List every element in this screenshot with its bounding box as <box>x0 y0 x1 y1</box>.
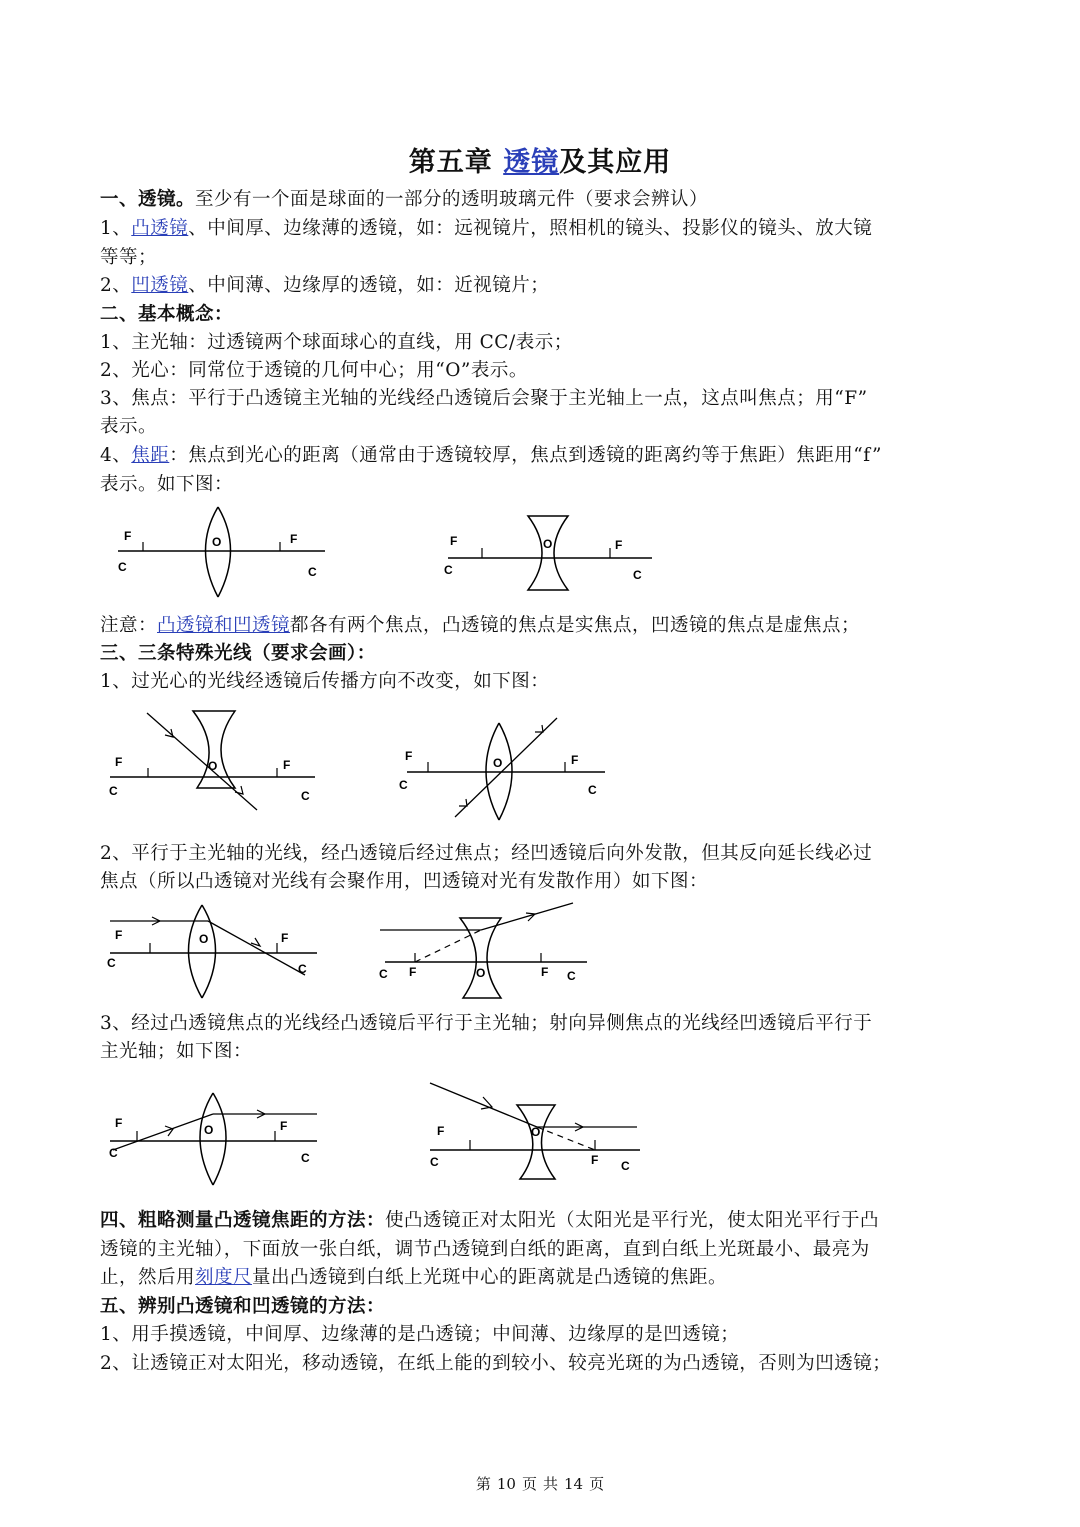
footer-page-number: 10 <box>496 1475 516 1493</box>
figure-convex-basic <box>110 502 340 602</box>
link-ruler[interactable]: 刻度尺 <box>195 1267 253 1288</box>
label-c-right: C <box>621 1159 630 1173</box>
section-3-heading: 三、三条特殊光线（要求会画）： <box>100 643 376 664</box>
footer-text: 页 <box>521 1475 537 1493</box>
footer-text: 页 <box>589 1475 605 1493</box>
figure-concave-focal-ray <box>425 1078 645 1183</box>
figure-convex-center-ray <box>395 715 610 825</box>
label-f-right: F <box>281 931 289 945</box>
label-f-right: F <box>615 538 623 552</box>
item-5-1: 1、用手摸透镜，中间厚、边缘薄的是凸透镜；中间薄、边缘厚的是凹透镜； <box>100 1324 740 1345</box>
label-f-left: F <box>405 749 413 763</box>
item-1-1-cont: 等等； <box>100 247 158 268</box>
section-2-heading: 二、基本概念： <box>100 304 234 325</box>
section-1 <box>100 186 984 214</box>
label-c-right: C <box>298 962 307 976</box>
figure-convex-parallel-ray <box>105 903 320 1003</box>
item-3-1: 1、过光心的光线经透镜后传播方向不改变，如下图： <box>100 671 550 692</box>
label-o: O <box>476 966 486 980</box>
item-5-2: 2、让透镜正对太阳光，移动透镜，在纸上能的到较小、较亮光斑的为凸透镜，否则为凹透镜； <box>100 1353 892 1374</box>
label-c-left: C <box>444 563 453 577</box>
label-f-left: F <box>437 1124 445 1138</box>
note-prefix: 注意： <box>100 615 158 636</box>
footer-text: 第 <box>475 1475 491 1493</box>
footer-text: 共 <box>543 1475 559 1493</box>
label-c-right: C <box>567 969 576 983</box>
label-c-left: C <box>379 967 388 981</box>
footer-total-pages: 14 <box>564 1475 584 1493</box>
label-c-right: C <box>308 565 317 579</box>
label-o: O <box>543 537 553 551</box>
label-f-left: F <box>450 534 458 548</box>
item-prefix: 1、 <box>100 218 132 239</box>
section-4-heading: 四、粗略测量凸透镜焦距的方法： <box>100 1210 386 1231</box>
label-c-right: C <box>633 568 642 582</box>
item-3-2-cont: 焦点（所以凸透镜对光线有会聚作用，凹透镜对光有发散作用）如下图： <box>100 871 709 892</box>
item-text: 、中间薄、边缘厚的透镜，如：近视镜片； <box>188 275 550 296</box>
label-o: O <box>199 932 209 946</box>
label-c-left: C <box>109 784 118 798</box>
label-f-left: F <box>409 965 417 979</box>
note-text: 都各有两个焦点，凸透镜的焦点是实焦点，凹透镜的焦点是虚焦点； <box>290 615 861 636</box>
link-convex-and-concave[interactable]: 凸透镜和凹透镜 <box>157 615 291 636</box>
label-f-right: F <box>290 532 298 546</box>
section-1-text: 至少有一个面是球面的一部分的透明玻璃元件（要求会辨认） <box>195 189 709 210</box>
item-prefix: 2、 <box>100 275 132 296</box>
item-prefix: 4、 <box>100 445 132 466</box>
figure-concave-center-ray <box>105 708 320 818</box>
title-prefix: 第五章 <box>408 147 504 178</box>
label-o: O <box>208 759 218 773</box>
link-convex-lens[interactable]: 凸透镜 <box>131 218 189 239</box>
label-c-left: C <box>399 778 408 792</box>
label-c-right: C <box>588 783 597 797</box>
label-o: O <box>212 535 222 549</box>
item-text: 、中间厚、边缘薄的透镜，如：远视镜片，照相机的镜头、投影仪的镜头、放大镜 <box>188 218 873 239</box>
page-footer <box>0 1473 1080 1494</box>
item-2-4 <box>100 442 984 470</box>
label-f-right: F <box>280 1119 288 1133</box>
item-2-2: 2、光心：同常位于透镜的几何中心；用“O”表示。 <box>100 360 528 381</box>
label-f-right: F <box>541 965 549 979</box>
figure-convex-focal-ray <box>105 1090 320 1190</box>
item-1-2 <box>100 272 984 300</box>
label-o: O <box>493 756 503 770</box>
link-focal-length[interactable]: 焦距 <box>131 445 170 466</box>
label-f-left: F <box>115 755 123 769</box>
section-4-cont-1: 透镜的主光轴），下面放一张白纸，调节凸透镜到白纸的距离，直到白纸上光斑最小、最亮为 <box>100 1239 870 1260</box>
item-text: ：焦点到光心的距离（通常由于透镜较厚，焦点到透镜的距离约等于焦距）焦距用“f” <box>169 445 882 466</box>
label-f-right: F <box>591 1153 599 1167</box>
item-1-1 <box>100 215 984 243</box>
label-c-left: C <box>118 560 127 574</box>
title-suffix: 及其应用 <box>559 147 672 178</box>
item-2-4-cont: 表示。如下图： <box>100 474 234 495</box>
label-f-right: F <box>571 753 579 767</box>
section-4 <box>100 1207 984 1235</box>
item-3-3-cont: 主光轴；如下图： <box>100 1041 253 1062</box>
item-3-2: 2、平行于主光轴的光线，经凸透镜后经过焦点；经凹透镜后向外发散，但其反向延长线必过 <box>100 843 873 864</box>
item-prefix: 止，然后用 <box>100 1267 196 1288</box>
label-c-right: C <box>301 1151 310 1165</box>
note <box>100 612 984 640</box>
label-f-right: F <box>283 758 291 772</box>
label-f-left: F <box>124 529 132 543</box>
chapter-title <box>0 140 1080 179</box>
item-text: 量出凸透镜到白纸上光斑中心的距离就是凸透镜的焦距。 <box>252 1267 728 1288</box>
label-c-left: C <box>430 1155 439 1169</box>
figure-concave-parallel-ray <box>375 900 590 1005</box>
item-2-1: 1、主光轴：过透镜两个球面球心的直线，用 CC/表示； <box>100 332 573 353</box>
label-c-left: C <box>107 956 116 970</box>
link-concave-lens[interactable]: 凹透镜 <box>131 275 189 296</box>
item-2-3-cont: 表示。 <box>100 416 158 437</box>
figure-concave-basic <box>440 508 670 598</box>
section-4-cont-2 <box>100 1264 984 1292</box>
label-o: O <box>204 1123 214 1137</box>
section-4-text: 使凸透镜正对太阳光（太阳光是平行光，使太阳光平行于凸 <box>385 1210 880 1231</box>
section-5-heading: 五、辨别凸透镜和凹透镜的方法： <box>100 1296 386 1317</box>
label-o: O <box>531 1125 541 1139</box>
item-3-3: 3、经过凸透镜焦点的光线经凸透镜后平行于主光轴；射向异侧焦点的光线经凹透镜后平行于 <box>100 1013 873 1034</box>
item-2-3: 3、焦点：平行于凸透镜主光轴的光线经凸透镜后会聚于主光轴上一点，这点叫焦点；用“F” <box>100 388 868 409</box>
label-f-left: F <box>115 1116 123 1130</box>
label-c-right: C <box>301 789 310 803</box>
title-link-lens[interactable]: 透镜 <box>503 147 560 178</box>
section-1-heading: 一、透镜。 <box>100 189 196 210</box>
label-c-left: C <box>109 1146 118 1160</box>
label-f-left: F <box>115 928 123 942</box>
